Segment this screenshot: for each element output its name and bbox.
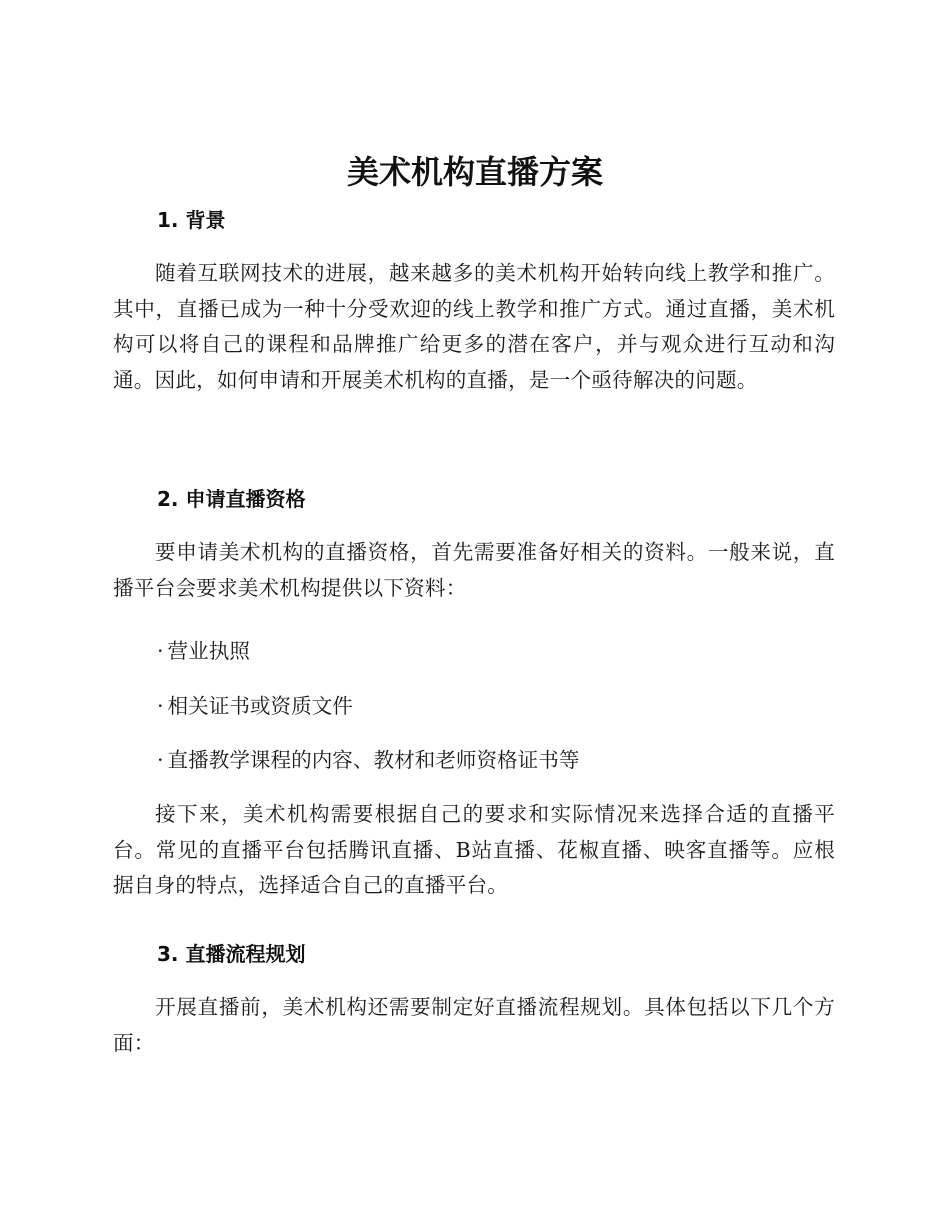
bullet-icon: · (157, 694, 164, 718)
process-intro-paragraph: 开展直播前，美术机构还需要制定好直播流程规划。具体包括以下几个方面： (113, 995, 835, 1055)
list-item (157, 745, 579, 775)
section-heading-process: 3. 直播流程规划 (157, 942, 306, 966)
section-heading-apply: 2. 申请直播资格 (157, 487, 306, 511)
bullet-icon: · (157, 639, 164, 663)
platform-paragraph: 接下来，美术机构需要根据自己的要求和实际情况来选择合适的直播平台。常见的直播平台包括腾讯直播、B站直播、花椒直播、映客直播等。应根据自身的特点，选择适合自己的直播平台。 (113, 802, 835, 897)
list-item-text: 相关证书或资质文件 (167, 694, 353, 718)
list-item-text: 直播教学课程的内容、教材和老师资格证书等 (167, 748, 580, 772)
list-item (157, 691, 353, 721)
apply-intro-paragraph: 要申请美术机构的直播资格，首先需要准备好相关的资料。一般来说，直播平台会要求美术机构提供以下资料： (113, 540, 835, 600)
background-paragraph: 随着互联网技术的进展，越来越多的美术机构开始转向线上教学和推广。其中，直播已成为一种十分受欢迎的线上教学和推广方式。通过直播，美术机构可以将自己的课程和品牌推广给更多的潜在客户，并与观众进行互动和沟通。因此，如何申请和开展美术机构的直播，是一个亟待解决的问题。 (113, 261, 835, 392)
page-title: 美术机构直播方案 (346, 153, 603, 191)
section-heading-background: 1. 背景 (157, 208, 226, 232)
list-item (157, 636, 250, 666)
list-item-text: 营业执照 (167, 639, 250, 663)
bullet-icon: · (157, 748, 164, 772)
